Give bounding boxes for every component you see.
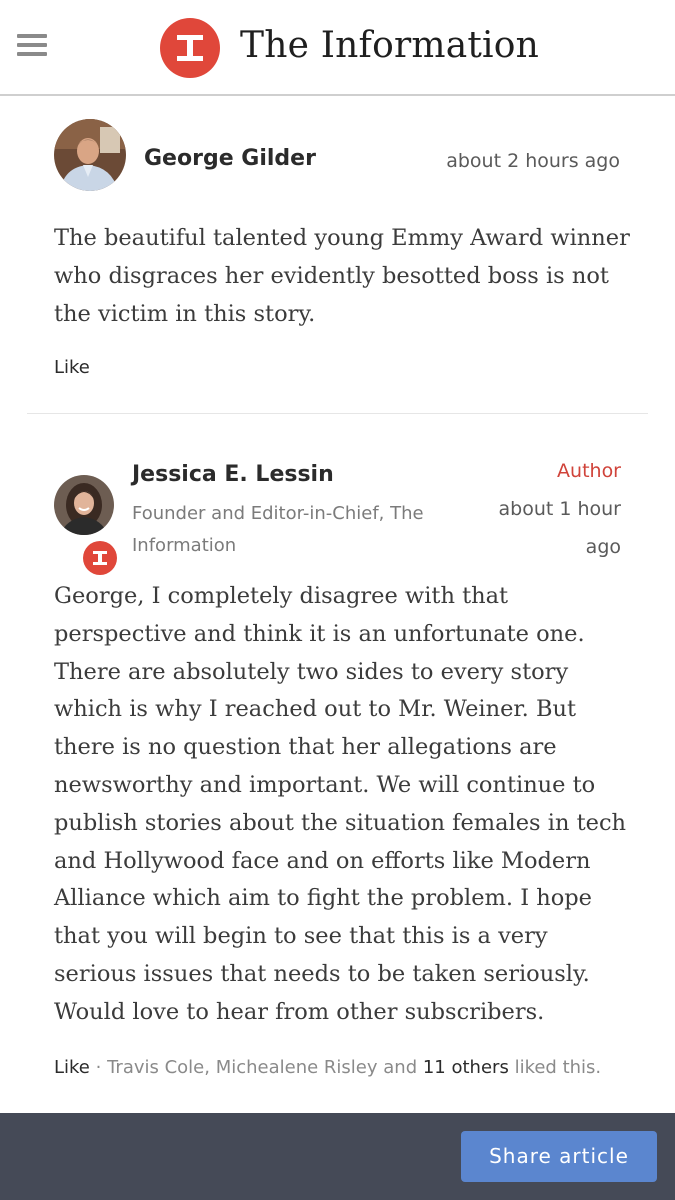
comment-text: The beautiful talented young Emmy Award winner who disgraces her evidently besotted boss is not the victim in this story.: [54, 225, 630, 327]
the-information-logo-icon[interactable]: [160, 18, 220, 78]
comment-timestamp: about 1 hour ago: [498, 498, 621, 558]
others-count-link[interactable]: 11 others: [422, 1057, 509, 1078]
comment-author-name[interactable]: George Gilder: [144, 146, 316, 171]
author-badge-icon: [83, 541, 117, 575]
likes-summary: [54, 1052, 614, 1084]
brand-title[interactable]: The Information: [240, 25, 539, 66]
comment-author-name[interactable]: Jessica E. Lessin: [132, 462, 334, 487]
avatar-george-gilder[interactable]: [54, 119, 126, 191]
like-button[interactable]: Like: [54, 357, 90, 378]
bottom-bar: [0, 1113, 675, 1200]
comment-divider: [27, 413, 648, 414]
like-button[interactable]: Like: [54, 1057, 90, 1078]
author-label: Author: [557, 460, 621, 482]
hamburger-menu-icon[interactable]: [17, 34, 47, 58]
liked-suffix: liked this.: [514, 1057, 602, 1078]
author-title: Founder and Editor-in-Chief, The Information: [132, 503, 424, 556]
comment-timestamp: about 2 hours ago: [446, 150, 620, 172]
app-header: [0, 0, 675, 96]
comment-text: George, I completely disagree with that perspective and think it is an unfortunate one. There are absolutely two sides to every story which is why I reached out to Mr. Weiner. But there is no question that her allegations are newsworthy and important. We will continue to publish stories about the situation females in tech and Hollywood face and on efforts like Modern Alliance which aim to fight the problem. I hope that you will begin to see that this is a very serious issues that needs to be taken seriously. Would love to hear from other subscribers.: [54, 583, 627, 1025]
likes-separator: ·: [89, 1057, 108, 1078]
likers-list[interactable]: Travis Cole, Michealene Risley and: [107, 1057, 418, 1078]
share-article-button[interactable]: Share article: [461, 1131, 657, 1182]
avatar-jessica-lessin[interactable]: [54, 475, 114, 535]
